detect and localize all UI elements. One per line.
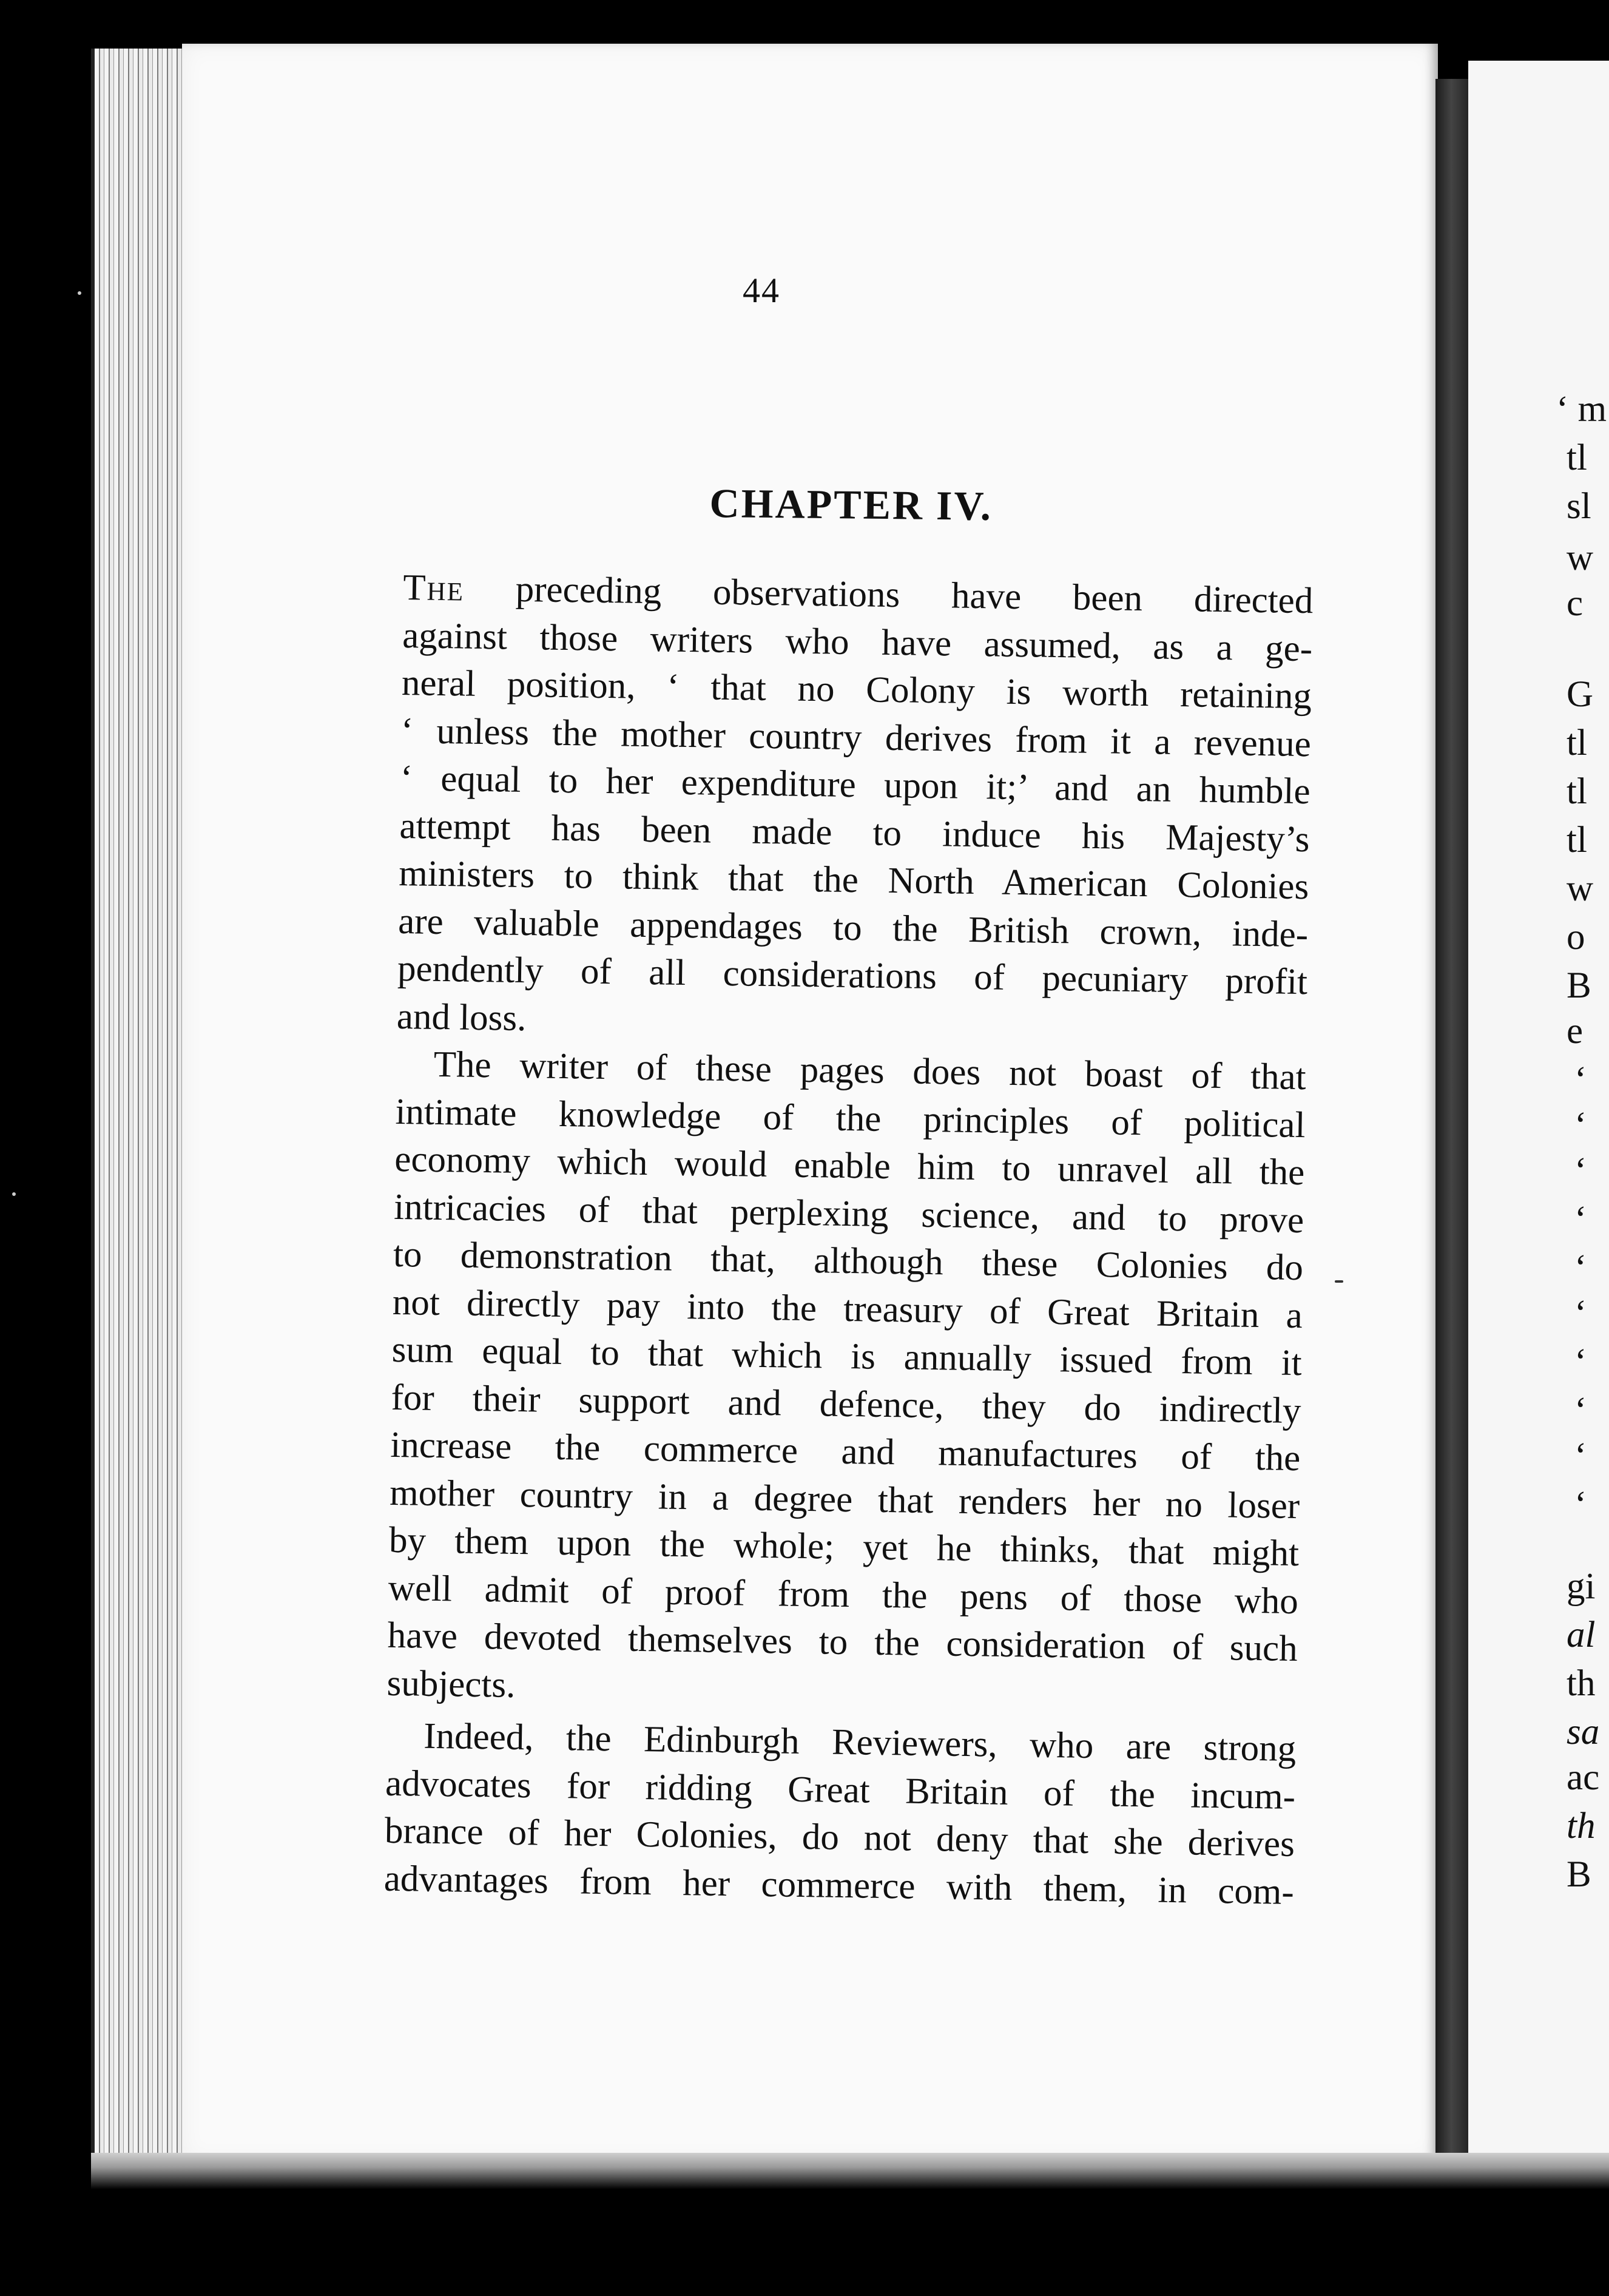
text-line: Indeed, the Edinburgh Reviewers, who are strong bbox=[423, 1715, 1297, 1770]
lead-word: The bbox=[402, 567, 465, 609]
text-line: sum equal to that which is annually issued from it bbox=[391, 1329, 1303, 1384]
text-line: have devoted themselves to the consideration of such bbox=[387, 1615, 1298, 1670]
facing-page-fragment: th bbox=[1567, 1806, 1596, 1846]
facing-page-fragment: ‘ bbox=[1574, 1484, 1587, 1525]
text-line: intimate knowledge of the principles of political bbox=[395, 1091, 1306, 1146]
paragraph bbox=[396, 564, 1313, 1054]
chapter-title: CHAPTER IV. bbox=[709, 479, 993, 529]
facing-page-fragment: ‘ bbox=[1574, 1342, 1587, 1382]
facing-page-fragment: ‘ bbox=[1574, 1390, 1587, 1431]
scan-speck bbox=[78, 291, 81, 295]
facing-page-fragment: ‘ bbox=[1574, 1059, 1587, 1100]
facing-page-fragment: o bbox=[1567, 917, 1585, 957]
facing-page-fragment: e bbox=[1567, 1011, 1584, 1052]
text-line: and loss. bbox=[396, 996, 527, 1039]
text-line: subjects. bbox=[386, 1663, 516, 1706]
text-line: The writer of these pages does not boast of that bbox=[433, 1044, 1307, 1098]
facing-page-fragment: w bbox=[1567, 868, 1594, 909]
facing-page-fragment: tl bbox=[1567, 437, 1587, 478]
text-line: ministers to think that the North American Colonies bbox=[398, 853, 1309, 908]
text-line: increase the commerce and manufactures of the bbox=[390, 1424, 1301, 1479]
facing-page-fragment: ‘ bbox=[1574, 1150, 1587, 1191]
facing-page-fragment: ‘ bbox=[1574, 1293, 1587, 1334]
text-line: economy which would enable him to unravel all the bbox=[394, 1138, 1305, 1194]
text-line: are valuable appendages to the British crown, inde- bbox=[397, 900, 1309, 955]
facing-page-fragment: ‘ m bbox=[1556, 389, 1607, 430]
scan-mark bbox=[1335, 1280, 1343, 1283]
text-line: for their support and defence, they do indirectly bbox=[391, 1377, 1301, 1431]
facing-page-fragment: al bbox=[1567, 1615, 1596, 1655]
text-line: by them upon the whole; yet he thinks, that might bbox=[388, 1519, 1300, 1575]
facing-page-fragment: tl bbox=[1567, 820, 1587, 860]
text-line: advantages from her commerce with them, in com- bbox=[383, 1858, 1295, 1913]
text-line: to demonstration that, although these Colonies do bbox=[393, 1234, 1304, 1289]
text-line-content: preceding observations have been directed bbox=[515, 569, 1314, 622]
text-line: against those writers who have assumed, as a ge- bbox=[402, 615, 1313, 669]
facing-page-fragment: ‘ bbox=[1574, 1199, 1587, 1240]
scan-speck bbox=[12, 1192, 16, 1196]
facing-page-fragment: sa bbox=[1567, 1712, 1600, 1752]
facing-page-fragment: G bbox=[1567, 674, 1594, 715]
facing-page-fragment: tl bbox=[1567, 771, 1587, 812]
text-line: advocates for ridding Great Britain of the incum- bbox=[385, 1763, 1296, 1817]
facing-page-fragment: ‘ bbox=[1574, 1248, 1587, 1288]
facing-page-fragment: c bbox=[1567, 583, 1584, 624]
text-line: not directly pay into the treasury of Great Britain a bbox=[392, 1281, 1303, 1336]
text-line: attempt has been made to induce his Majesty’s bbox=[399, 805, 1310, 860]
paragraph bbox=[386, 1041, 1306, 1721]
text-line: well admit of proof from the pens of those who bbox=[388, 1567, 1299, 1622]
facing-page-fragment: ‘ bbox=[1574, 1105, 1587, 1146]
facing-page-fragment: ac bbox=[1567, 1757, 1600, 1798]
body-text bbox=[383, 564, 1314, 1916]
facing-page-fragment: th bbox=[1567, 1663, 1596, 1704]
text-line: ‘ equal to her expenditure upon it;’ and an humble bbox=[400, 757, 1311, 812]
text-line: brance of her Colonies, do not deny that she derives bbox=[384, 1810, 1295, 1865]
facing-page-fragment: gi bbox=[1567, 1566, 1596, 1607]
facing-page-fragment: B bbox=[1567, 1854, 1591, 1895]
paragraph bbox=[383, 1712, 1296, 1916]
facing-page-fragment: w bbox=[1567, 538, 1594, 578]
text-line: intricacies of that perplexing science, and to prove bbox=[393, 1186, 1304, 1241]
text-line: pendently of all considerations of pecuniary profit bbox=[397, 948, 1308, 1003]
text-line: ‘ unless the mother country derives from it a revenue bbox=[400, 710, 1312, 765]
text-line: mother country in a degree that renders her no loser bbox=[389, 1472, 1300, 1527]
text-line: neral position, ‘ that no Colony is worth retaining bbox=[401, 662, 1312, 717]
book-gutter bbox=[1435, 79, 1471, 2172]
facing-page-fragment: sl bbox=[1567, 486, 1591, 527]
page-bottom-edge bbox=[91, 2153, 1609, 2189]
page-number: 44 bbox=[743, 271, 780, 310]
facing-page-fragment: B bbox=[1567, 965, 1591, 1006]
facing-page-fragment: ‘ bbox=[1574, 1436, 1587, 1476]
facing-page-fragment: tl bbox=[1567, 723, 1587, 763]
